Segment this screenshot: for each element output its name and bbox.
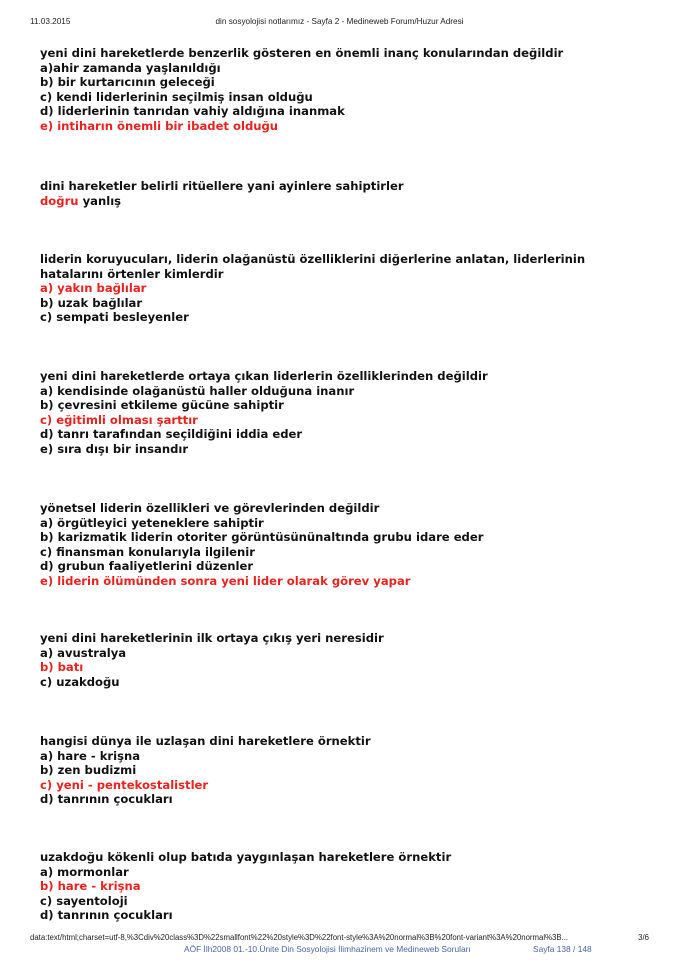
source-document-title: AÖF İlh2008 01.-10.Ünite Din Sosyolojisi İlimhazinem ve Medineweb Soruları: [184, 944, 471, 954]
answer-option: c) uzakdoğu: [40, 674, 120, 689]
question-block: [40, 369, 488, 457]
correct-answer-true: doğru: [40, 193, 79, 208]
answer-option: e) sıra dışı bir insandır: [40, 441, 189, 456]
print-page-number: 3/6: [638, 933, 649, 942]
answer-option: b) karizmatik liderin otoriter görüntüsününaltında grubu idare eder: [40, 530, 484, 545]
answer-option: c) kendi liderlerinin seçilmiş insan olduğu: [40, 89, 313, 104]
answer-false: yanlış: [82, 193, 122, 208]
question-text: yeni dini hareketlerinin ilk ortaya çıkış yeri neresidir: [40, 631, 384, 645]
question-text: yeni dini hareketlerde benzerlik gösteren en önemli inanç konularından değildir: [40, 46, 564, 60]
question-block: [40, 252, 600, 325]
correct-answer-option: b) batı: [40, 660, 84, 675]
answer-option: a) mormonlar: [40, 864, 129, 879]
question-block: [40, 631, 384, 689]
print-title: din sosyolojisi notlarımız - Sayfa 2 - Medineweb Forum/Huzur Adresi: [215, 17, 464, 26]
source-page-number: Sayfa 138 / 148: [533, 944, 592, 954]
answer-option: c) sayentoloji: [40, 893, 128, 908]
answer-option: a) hare - krişna: [40, 748, 141, 763]
answer-option: d) grubun faaliyetlerini düzenler: [40, 559, 254, 574]
question-text: liderin koruyucuları, liderin olağanüstü özelliklerini diğerlerine anlatan, liderlerinin hatalarını örtenler kimlerdir: [40, 252, 586, 281]
question-block: [40, 179, 404, 208]
question-block: [40, 501, 483, 589]
question-block: [40, 734, 371, 807]
correct-answer-option: c) yeni - pentekostalistler: [40, 777, 209, 792]
answer-option: b) çevresini etkileme gücüne sahiptir: [40, 398, 284, 413]
answer-option: a) avustralya: [40, 645, 127, 660]
answer-option: c) finansman konularıyla ilgilenir: [40, 544, 255, 559]
answer-option: c) sempati besleyenler: [40, 310, 189, 325]
question-text: yönetsel liderin özellikleri ve görevlerinden değildir: [40, 501, 380, 515]
answer-option: a) kendisinde olağanüstü haller olduğuna inanır: [40, 383, 355, 398]
question-block: [40, 46, 563, 134]
correct-answer-option: a) yakın bağlılar: [40, 281, 147, 296]
answer-option: d) tanrının çocukları: [40, 908, 173, 923]
question-block: [40, 850, 451, 923]
answer-option: a)ahir zamanda yaşlanıldığı: [40, 60, 221, 75]
answer-option: d) liderlerinin tanrıdan vahiy aldığına inanmak: [40, 104, 345, 119]
correct-answer-option: c) eğitimli olması şarttır: [40, 412, 198, 427]
answer-option: d) tanrı tarafından seçildiğini iddia eder: [40, 427, 303, 442]
source-footer: [0, 944, 679, 956]
question-text: uzakdoğu kökenli olup batıda yaygınlaşan hareketlere örnektir: [40, 850, 452, 864]
answer-option: b) zen budizmi: [40, 763, 137, 778]
answer-option: a) örgütleyici yeteneklere sahiptir: [40, 515, 264, 530]
answer-option: b) uzak bağlılar: [40, 295, 143, 310]
true-false-answer: [40, 194, 404, 209]
answer-option: d) tanrının çocukları: [40, 792, 173, 807]
question-text: hangisi dünya ile uzlaşan dini hareketlere örnektir: [40, 734, 371, 748]
answer-option: b) bir kurtarıcının geleceği: [40, 75, 215, 90]
correct-answer-option: e) liderin ölümünden sonra yeni lider olarak görev yapar: [40, 573, 411, 588]
correct-answer-option: e) intiharın önemli bir ibadet olduğu: [40, 118, 279, 133]
question-text: dini hareketler belirli ritüellere yani ayinlere sahiptirler: [40, 179, 404, 193]
print-date: 11.03.2015: [30, 17, 71, 26]
question-text: yeni dini hareketlerde ortaya çıkan liderlerin özelliklerinden değildir: [40, 369, 488, 383]
print-header: [0, 17, 679, 29]
page-url: data:text/html;charset=utf-8,%3Cdiv%20class%3D%22smallfont%22%20style%3D%22font-style%3A%20normal%3B%20font-variant%3A%20normal%3B...: [30, 933, 569, 942]
correct-answer-option: b) hare - krişna: [40, 879, 141, 894]
